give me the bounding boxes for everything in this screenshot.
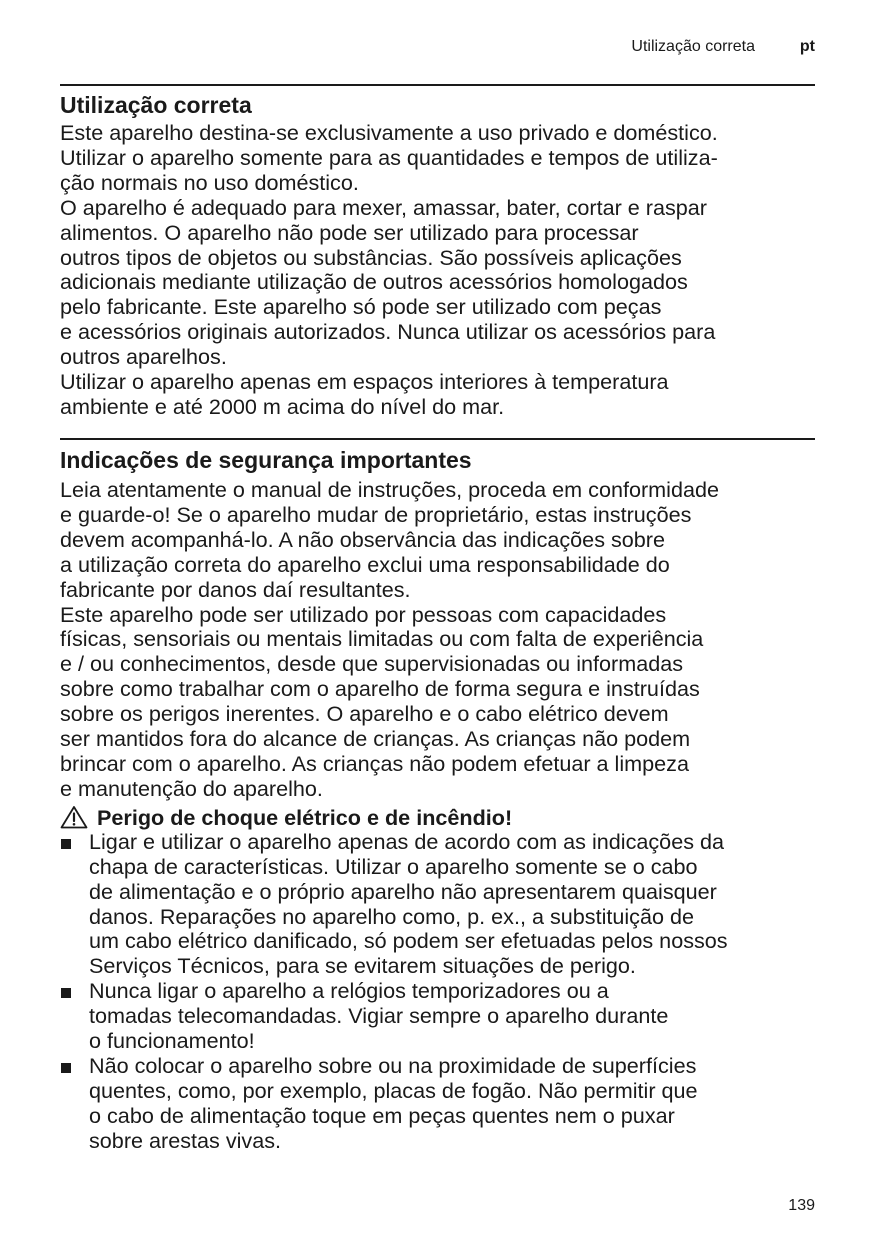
text-line: outros aparelhos.	[60, 344, 227, 370]
text-line: físicas, sensoriais ou mentais limitadas ou com falta de experiência	[60, 626, 704, 652]
text-line: sobre arestas vivas.	[89, 1127, 282, 1153]
text-line: e / ou conhecimentos, desde que supervisionadas ou informadas	[60, 651, 684, 677]
section-heading: Indicações de segurança importantes	[60, 447, 472, 473]
text-line: danos. Reparações no aparelho como, p. ex., a substituição de	[89, 903, 695, 929]
language-code: pt	[799, 38, 815, 55]
text-line: Não colocar o aparelho sobre ou na proximidade de superfícies	[89, 1052, 697, 1078]
text-line: Este aparelho pode ser utilizado por pessoas com capacidades	[60, 601, 667, 627]
text-line: e manutenção do aparelho.	[60, 775, 323, 801]
section-divider-1	[60, 84, 815, 86]
section-body	[60, 121, 820, 420]
warning-title: Perigo de choque elétrico e de incêndio!	[97, 804, 513, 830]
page-header	[60, 38, 815, 62]
text-line: sobre os perigos inerentes. O aparelho e o cabo elétrico devem	[60, 701, 669, 727]
text-line: alimentos. O aparelho não pode ser utilizado para processar	[60, 219, 639, 245]
section-divider-2	[60, 438, 815, 440]
section-body	[60, 478, 820, 802]
text-line: tomadas telecomandadas. Vigiar sempre o aparelho durante	[89, 1003, 669, 1029]
text-line: Utilizar o aparelho somente para as quantidades e tempos de utiliza-	[60, 144, 718, 170]
text-line: quentes, como, por exemplo, placas de fogão. Não permitir que	[89, 1077, 698, 1103]
text-line: ser mantidos fora do alcance de crianças. As crianças não podem	[60, 726, 691, 752]
warning-triangle-icon	[60, 805, 88, 829]
text-line: de alimentação e o próprio aparelho não apresentarem quaisquer	[89, 878, 717, 904]
list-item	[60, 830, 820, 979]
text-line: e acessórios originais autorizados. Nunca utilizar os acessórios para	[60, 319, 716, 345]
section-safety	[60, 446, 820, 1154]
warning-heading	[60, 805, 820, 830]
square-bullet-icon	[60, 830, 72, 855]
square-bullet-icon	[60, 1054, 72, 1079]
text-line: chapa de características. Utilizar o aparelho somente se o cabo	[89, 853, 698, 879]
text-line: sobre como trabalhar com o aparelho de forma segura e instruídas	[60, 676, 700, 702]
text-line: e guarde-o! Se o aparelho mudar de proprietário, estas instruções	[60, 501, 692, 527]
text-line: devem acompanhá-lo. A não observância das indicações sobre	[60, 526, 666, 552]
text-line: brincar com o aparelho. As crianças não podem efetuar a limpeza	[60, 750, 689, 776]
text-line: o funcionamento!	[89, 1028, 255, 1054]
text-line: Este aparelho destina-se exclusivamente a uso privado e doméstico.	[60, 120, 718, 145]
text-line: ambiente e até 2000 m acima do nível do mar.	[60, 393, 505, 419]
text-line: ção normais no uso doméstico.	[60, 169, 359, 195]
text-line: adicionais mediante utilização de outros acessórios homologados	[60, 269, 688, 295]
text-line: O aparelho é adequado para mexer, amassar, bater, cortar e raspar	[60, 194, 707, 220]
running-title: Utilização correta	[631, 38, 755, 55]
list-item	[60, 979, 820, 1054]
square-bullet-icon	[60, 979, 72, 1004]
warning-list	[60, 830, 820, 1154]
page-number: 139	[788, 1197, 815, 1214]
text-line: o cabo de alimentação toque em peças quentes nem o puxar	[89, 1102, 675, 1128]
text-line: Serviços Técnicos, para se evitarem situações de perigo.	[89, 953, 636, 979]
text-line: outros tipos de objetos ou substâncias. São possíveis aplicações	[60, 244, 682, 270]
section-heading: Utilização correta	[60, 92, 252, 118]
text-line: Leia atentamente o manual de instruções, proceda em conformidade	[60, 477, 720, 502]
text-line: fabricante por danos daí resultantes.	[60, 576, 411, 602]
section-intended-use	[60, 91, 820, 420]
text-line: Ligar e utilizar o aparelho apenas de acordo com as indicações da	[89, 828, 725, 854]
text-line: Utilizar o aparelho apenas em espaços interiores à temperatura	[60, 369, 669, 395]
list-item	[60, 1054, 820, 1154]
text-line: Nunca ligar o aparelho a relógios temporizadores ou a	[89, 978, 609, 1004]
text-line: um cabo elétrico danificado, só podem ser efetuadas pelos nossos	[89, 928, 728, 954]
text-line: a utilização correta do aparelho exclui uma responsabilidade do	[60, 551, 670, 577]
text-line: pelo fabricante. Este aparelho só pode ser utilizado com peças	[60, 294, 662, 320]
